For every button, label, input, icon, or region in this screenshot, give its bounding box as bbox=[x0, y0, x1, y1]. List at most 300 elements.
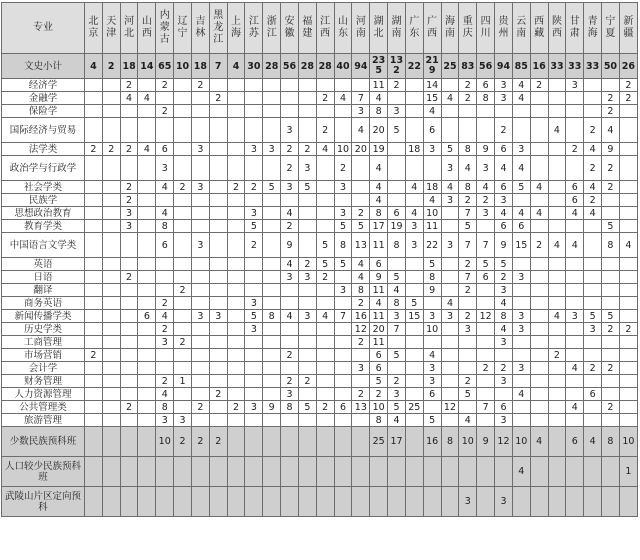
quota-cell: 3 bbox=[120, 220, 138, 233]
quota-cell bbox=[477, 323, 495, 336]
quota-cell: 4 bbox=[405, 207, 423, 220]
quota-cell: 5 bbox=[352, 220, 370, 233]
major-name: 保险学 bbox=[2, 105, 85, 118]
quota-cell: 6 bbox=[566, 194, 584, 207]
quota-cell: 2 bbox=[245, 233, 263, 258]
quota-cell bbox=[316, 362, 334, 375]
quota-cell: 4 bbox=[316, 143, 334, 156]
quota-cell bbox=[102, 118, 120, 143]
quota-cell: 4 bbox=[388, 414, 406, 427]
major-name: 金融学 bbox=[2, 92, 85, 105]
quota-cell bbox=[352, 487, 370, 517]
quota-cell: 15 bbox=[512, 233, 530, 258]
table-row bbox=[2, 156, 638, 181]
quota-cell bbox=[191, 297, 209, 310]
quota-cell: 3 bbox=[423, 375, 441, 388]
quota-cell bbox=[85, 284, 103, 297]
quota-cell bbox=[298, 92, 316, 105]
quota-cell bbox=[85, 207, 103, 220]
quota-cell bbox=[138, 105, 156, 118]
quota-cell: 6 bbox=[423, 388, 441, 401]
quota-cell: 2 bbox=[227, 401, 245, 414]
quota-cell: 3 bbox=[495, 194, 513, 207]
quota-cell bbox=[334, 105, 352, 118]
quota-cell: 4 bbox=[495, 207, 513, 220]
quota-cell bbox=[245, 414, 263, 427]
quota-cell bbox=[352, 156, 370, 181]
quota-cell: 6 bbox=[138, 310, 156, 323]
quota-cell bbox=[120, 233, 138, 258]
quota-cell bbox=[102, 457, 120, 487]
quota-cell: 4 bbox=[530, 427, 548, 457]
quota-cell bbox=[120, 349, 138, 362]
quota-cell bbox=[85, 336, 103, 349]
major-name: 人口较少民族预科班 bbox=[2, 457, 85, 487]
quota-cell bbox=[191, 207, 209, 220]
quota-cell bbox=[548, 362, 566, 375]
quota-cell: 6 bbox=[495, 401, 513, 414]
quota-cell: 2 bbox=[530, 233, 548, 258]
quota-cell bbox=[174, 105, 192, 118]
quota-cell: 2 bbox=[619, 79, 637, 92]
quota-cell: 2 bbox=[281, 156, 299, 181]
quota-cell bbox=[495, 388, 513, 401]
quota-cell bbox=[459, 457, 477, 487]
quota-cell: 3 bbox=[281, 118, 299, 143]
quota-cell bbox=[120, 375, 138, 388]
quota-cell bbox=[316, 323, 334, 336]
quota-cell bbox=[316, 297, 334, 310]
quota-cell bbox=[352, 414, 370, 427]
quota-cell bbox=[405, 105, 423, 118]
province-header: 江西 bbox=[316, 3, 334, 54]
quota-cell bbox=[85, 487, 103, 517]
quota-cell bbox=[405, 92, 423, 105]
quota-cell bbox=[174, 79, 192, 92]
province-header: 江苏 bbox=[245, 3, 263, 54]
quota-cell bbox=[174, 323, 192, 336]
quota-cell bbox=[548, 336, 566, 349]
quota-cell bbox=[512, 414, 530, 427]
header-row bbox=[2, 3, 638, 54]
quota-cell: 1 bbox=[619, 457, 637, 487]
quota-cell bbox=[602, 336, 620, 349]
quota-cell bbox=[227, 118, 245, 143]
quota-cell bbox=[441, 284, 459, 297]
quota-cell: 3 bbox=[405, 233, 423, 258]
quota-cell bbox=[138, 258, 156, 271]
quota-cell bbox=[512, 284, 530, 297]
quota-cell: 18 bbox=[405, 143, 423, 156]
quota-cell bbox=[138, 118, 156, 143]
quota-cell: 5 bbox=[388, 401, 406, 414]
quota-cell bbox=[441, 362, 459, 375]
quota-cell: 8 bbox=[459, 143, 477, 156]
quota-cell: 2 bbox=[388, 79, 406, 92]
quota-cell bbox=[548, 156, 566, 181]
quota-cell bbox=[245, 271, 263, 284]
quota-cell bbox=[405, 388, 423, 401]
quota-cell bbox=[405, 284, 423, 297]
quota-cell: 8 bbox=[495, 310, 513, 323]
quota-cell: 85 bbox=[512, 54, 530, 79]
quota-cell bbox=[548, 207, 566, 220]
quota-cell bbox=[405, 79, 423, 92]
quota-cell: 2 bbox=[281, 349, 299, 362]
quota-cell: 3 bbox=[388, 388, 406, 401]
quota-cell: 33 bbox=[548, 54, 566, 79]
quota-cell: 9 bbox=[477, 143, 495, 156]
quota-cell: 4 bbox=[352, 271, 370, 284]
province-header: 上海 bbox=[227, 3, 245, 54]
quota-cell: 22 bbox=[423, 233, 441, 258]
quota-cell: 6 bbox=[423, 118, 441, 143]
quota-cell bbox=[138, 388, 156, 401]
quota-cell bbox=[85, 457, 103, 487]
quota-cell bbox=[102, 362, 120, 375]
quota-cell bbox=[548, 220, 566, 233]
quota-cell bbox=[602, 207, 620, 220]
quota-cell bbox=[85, 181, 103, 194]
quota-cell bbox=[602, 79, 620, 92]
quota-cell: 6 bbox=[370, 349, 388, 362]
quota-cell: 4 bbox=[566, 401, 584, 414]
quota-cell: 2 bbox=[495, 271, 513, 284]
quota-cell bbox=[85, 258, 103, 271]
quota-cell: 3 bbox=[156, 336, 174, 349]
quota-cell bbox=[405, 427, 423, 457]
quota-cell bbox=[602, 375, 620, 388]
quota-cell bbox=[566, 336, 584, 349]
quota-cell bbox=[530, 487, 548, 517]
quota-cell bbox=[512, 487, 530, 517]
quota-cell: 2 bbox=[156, 105, 174, 118]
quota-cell bbox=[138, 487, 156, 517]
quota-cell bbox=[138, 156, 156, 181]
quota-cell bbox=[316, 105, 334, 118]
quota-cell: 20 bbox=[370, 118, 388, 143]
quota-cell bbox=[316, 349, 334, 362]
province-header: 河南 bbox=[352, 3, 370, 54]
quota-cell bbox=[263, 258, 281, 271]
quota-cell: 4 bbox=[548, 118, 566, 143]
quota-cell bbox=[298, 362, 316, 375]
quota-cell: 7 bbox=[352, 92, 370, 105]
table-row bbox=[2, 457, 638, 487]
quota-cell bbox=[281, 414, 299, 427]
quota-cell bbox=[209, 258, 227, 271]
quota-cell: 2 bbox=[459, 194, 477, 207]
quota-cell: 4 bbox=[530, 207, 548, 220]
quota-cell bbox=[263, 457, 281, 487]
province-header: 四川 bbox=[477, 3, 495, 54]
quota-cell: 5 bbox=[388, 349, 406, 362]
quota-cell: 8 bbox=[281, 401, 299, 414]
quota-cell: 6 bbox=[477, 79, 495, 92]
major-name: 市场营销 bbox=[2, 349, 85, 362]
quota-cell bbox=[102, 388, 120, 401]
quota-cell bbox=[584, 79, 602, 92]
quota-cell bbox=[120, 336, 138, 349]
quota-cell bbox=[298, 457, 316, 487]
quota-cell bbox=[298, 207, 316, 220]
quota-cell bbox=[263, 271, 281, 284]
quota-cell: 6 bbox=[566, 427, 584, 457]
table-row bbox=[2, 336, 638, 349]
quota-cell bbox=[619, 336, 637, 349]
quota-cell bbox=[530, 297, 548, 310]
quota-cell: 3 bbox=[423, 143, 441, 156]
quota-cell bbox=[245, 375, 263, 388]
quota-cell bbox=[102, 427, 120, 457]
quota-cell: 2 bbox=[156, 375, 174, 388]
table-row bbox=[2, 207, 638, 220]
quota-cell bbox=[619, 118, 637, 143]
quota-cell: 7 bbox=[477, 233, 495, 258]
quota-cell: 4 bbox=[423, 349, 441, 362]
quota-cell: 40 bbox=[334, 54, 352, 79]
quota-cell bbox=[120, 258, 138, 271]
quota-cell bbox=[209, 414, 227, 427]
quota-cell: 2 bbox=[85, 349, 103, 362]
quota-cell bbox=[156, 284, 174, 297]
table-row bbox=[2, 401, 638, 414]
quota-cell bbox=[298, 284, 316, 297]
quota-cell: 4 bbox=[156, 388, 174, 401]
quota-cell: 6 bbox=[334, 401, 352, 414]
quota-cell bbox=[548, 414, 566, 427]
quota-cell: 2 bbox=[584, 362, 602, 375]
province-header: 吉林 bbox=[191, 3, 209, 54]
province-header: 山西 bbox=[138, 3, 156, 54]
quota-cell bbox=[298, 79, 316, 92]
quota-cell: 4 bbox=[512, 79, 530, 92]
quota-cell: 2 bbox=[459, 310, 477, 323]
quota-cell bbox=[512, 105, 530, 118]
quota-cell: 8 bbox=[370, 207, 388, 220]
quota-cell bbox=[334, 79, 352, 92]
quota-cell: 2 bbox=[602, 92, 620, 105]
quota-cell bbox=[85, 92, 103, 105]
quota-cell: 5 bbox=[263, 181, 281, 194]
quota-cell: 8 bbox=[423, 271, 441, 284]
quota-cell bbox=[174, 156, 192, 181]
quota-cell: 3 bbox=[512, 323, 530, 336]
quota-cell: 3 bbox=[566, 310, 584, 323]
quota-cell bbox=[602, 388, 620, 401]
table-row bbox=[2, 105, 638, 118]
province-header: 天津 bbox=[102, 3, 120, 54]
quota-cell bbox=[405, 362, 423, 375]
quota-cell: 2 bbox=[316, 92, 334, 105]
quota-cell: 3 bbox=[191, 143, 209, 156]
province-header: 内蒙古 bbox=[156, 3, 174, 54]
quota-cell bbox=[584, 284, 602, 297]
quota-cell: 2 bbox=[566, 143, 584, 156]
quota-cell: 10 bbox=[512, 427, 530, 457]
quota-cell: 4 bbox=[441, 297, 459, 310]
quota-cell: 5 bbox=[245, 220, 263, 233]
quota-cell: 3 bbox=[495, 92, 513, 105]
quota-cell bbox=[174, 388, 192, 401]
quota-cell bbox=[138, 401, 156, 414]
quota-cell bbox=[602, 194, 620, 207]
quota-cell: 4 bbox=[584, 181, 602, 194]
quota-cell: 3 bbox=[512, 310, 530, 323]
quota-cell bbox=[85, 220, 103, 233]
quota-cell bbox=[530, 92, 548, 105]
quota-cell: 219 bbox=[423, 54, 441, 79]
quota-cell bbox=[191, 323, 209, 336]
quota-cell bbox=[174, 271, 192, 284]
quota-cell: 22 bbox=[405, 54, 423, 79]
quota-cell bbox=[85, 233, 103, 258]
quota-cell: 15 bbox=[405, 310, 423, 323]
quota-cell: 3 bbox=[281, 388, 299, 401]
quota-cell: 2 bbox=[548, 349, 566, 362]
quota-cell: 94 bbox=[495, 54, 513, 79]
quota-cell bbox=[102, 92, 120, 105]
quota-cell bbox=[102, 336, 120, 349]
quota-cell: 2 bbox=[370, 388, 388, 401]
quota-cell: 3 bbox=[512, 143, 530, 156]
quota-cell: 2 bbox=[120, 143, 138, 156]
quota-cell bbox=[370, 457, 388, 487]
quota-cell bbox=[191, 92, 209, 105]
table-row bbox=[2, 388, 638, 401]
quota-cell: 2 bbox=[156, 79, 174, 92]
quota-cell: 2 bbox=[120, 79, 138, 92]
quota-cell bbox=[138, 181, 156, 194]
quota-cell: 19 bbox=[370, 143, 388, 156]
quota-cell bbox=[120, 105, 138, 118]
quota-cell bbox=[102, 271, 120, 284]
quota-cell: 6 bbox=[495, 181, 513, 194]
quota-cell bbox=[245, 194, 263, 207]
quota-cell: 25 bbox=[370, 427, 388, 457]
summary-row bbox=[2, 54, 638, 79]
quota-cell bbox=[566, 414, 584, 427]
quota-cell bbox=[512, 118, 530, 143]
quota-cell: 3 bbox=[441, 233, 459, 258]
major-column-header: 专业 bbox=[2, 3, 85, 54]
quota-cell bbox=[619, 258, 637, 271]
quota-cell bbox=[602, 258, 620, 271]
quota-cell bbox=[174, 233, 192, 258]
province-header: 福建 bbox=[298, 3, 316, 54]
quota-cell: 9 bbox=[495, 233, 513, 258]
quota-cell bbox=[441, 207, 459, 220]
quota-cell: 3 bbox=[495, 375, 513, 388]
table-row bbox=[2, 92, 638, 105]
quota-cell bbox=[102, 414, 120, 427]
quota-cell bbox=[227, 92, 245, 105]
quota-cell: 2 bbox=[602, 362, 620, 375]
quota-cell bbox=[298, 118, 316, 143]
quota-cell: 5 bbox=[334, 258, 352, 271]
quota-cell bbox=[263, 297, 281, 310]
major-name: 公共管理类 bbox=[2, 401, 85, 414]
quota-cell: 3 bbox=[334, 181, 352, 194]
quota-cell: 3 bbox=[245, 297, 263, 310]
quota-cell bbox=[459, 118, 477, 143]
quota-cell: 6 bbox=[156, 143, 174, 156]
quota-cell bbox=[209, 233, 227, 258]
quota-cell: 2 bbox=[584, 156, 602, 181]
quota-cell bbox=[477, 220, 495, 233]
quota-cell: 8 bbox=[156, 401, 174, 414]
quota-cell bbox=[102, 297, 120, 310]
quota-cell bbox=[548, 388, 566, 401]
quota-cell: 5 bbox=[512, 181, 530, 194]
quota-cell bbox=[209, 401, 227, 414]
table-row bbox=[2, 487, 638, 517]
quota-cell: 9 bbox=[281, 233, 299, 258]
quota-cell: 5 bbox=[388, 271, 406, 284]
quota-cell bbox=[316, 181, 334, 194]
quota-cell: 3 bbox=[495, 284, 513, 297]
quota-cell bbox=[156, 349, 174, 362]
quota-cell bbox=[477, 487, 495, 517]
quota-cell bbox=[102, 375, 120, 388]
quota-cell bbox=[209, 207, 227, 220]
quota-cell: 28 bbox=[316, 54, 334, 79]
quota-cell bbox=[138, 362, 156, 375]
quota-cell bbox=[227, 349, 245, 362]
major-name: 旅游管理 bbox=[2, 414, 85, 427]
quota-cell bbox=[263, 118, 281, 143]
quota-cell: 5 bbox=[423, 414, 441, 427]
quota-cell: 12 bbox=[495, 427, 513, 457]
quota-cell: 2 bbox=[584, 118, 602, 143]
quota-cell: 2 bbox=[495, 118, 513, 143]
quota-cell bbox=[441, 79, 459, 92]
quota-cell: 2 bbox=[316, 118, 334, 143]
quota-cell bbox=[281, 323, 299, 336]
quota-cell bbox=[298, 487, 316, 517]
quota-cell: 3 bbox=[459, 487, 477, 517]
quota-cell bbox=[245, 156, 263, 181]
quota-cell bbox=[530, 349, 548, 362]
quota-cell: 2 bbox=[459, 284, 477, 297]
quota-cell: 9 bbox=[602, 143, 620, 156]
quota-cell: 14 bbox=[423, 79, 441, 92]
quota-cell bbox=[423, 156, 441, 181]
quota-cell bbox=[298, 233, 316, 258]
quota-cell: 2 bbox=[209, 92, 227, 105]
quota-cell bbox=[619, 207, 637, 220]
quota-cell bbox=[334, 194, 352, 207]
quota-cell bbox=[263, 375, 281, 388]
quota-cell bbox=[245, 427, 263, 457]
quota-cell: 5 bbox=[441, 143, 459, 156]
quota-cell bbox=[441, 388, 459, 401]
quota-cell: 4 bbox=[530, 181, 548, 194]
quota-cell: 1 bbox=[174, 375, 192, 388]
quota-cell bbox=[156, 92, 174, 105]
quota-cell bbox=[85, 362, 103, 375]
quota-cell: 3 bbox=[477, 156, 495, 181]
quota-cell bbox=[227, 323, 245, 336]
quota-cell: 50 bbox=[602, 54, 620, 79]
quota-cell: 8 bbox=[334, 233, 352, 258]
quota-cell: 2 bbox=[619, 323, 637, 336]
quota-cell bbox=[548, 79, 566, 92]
quota-cell bbox=[263, 487, 281, 517]
quota-cell: 4 bbox=[495, 323, 513, 336]
quota-cell: 2 bbox=[459, 258, 477, 271]
quota-cell: 2 bbox=[352, 297, 370, 310]
